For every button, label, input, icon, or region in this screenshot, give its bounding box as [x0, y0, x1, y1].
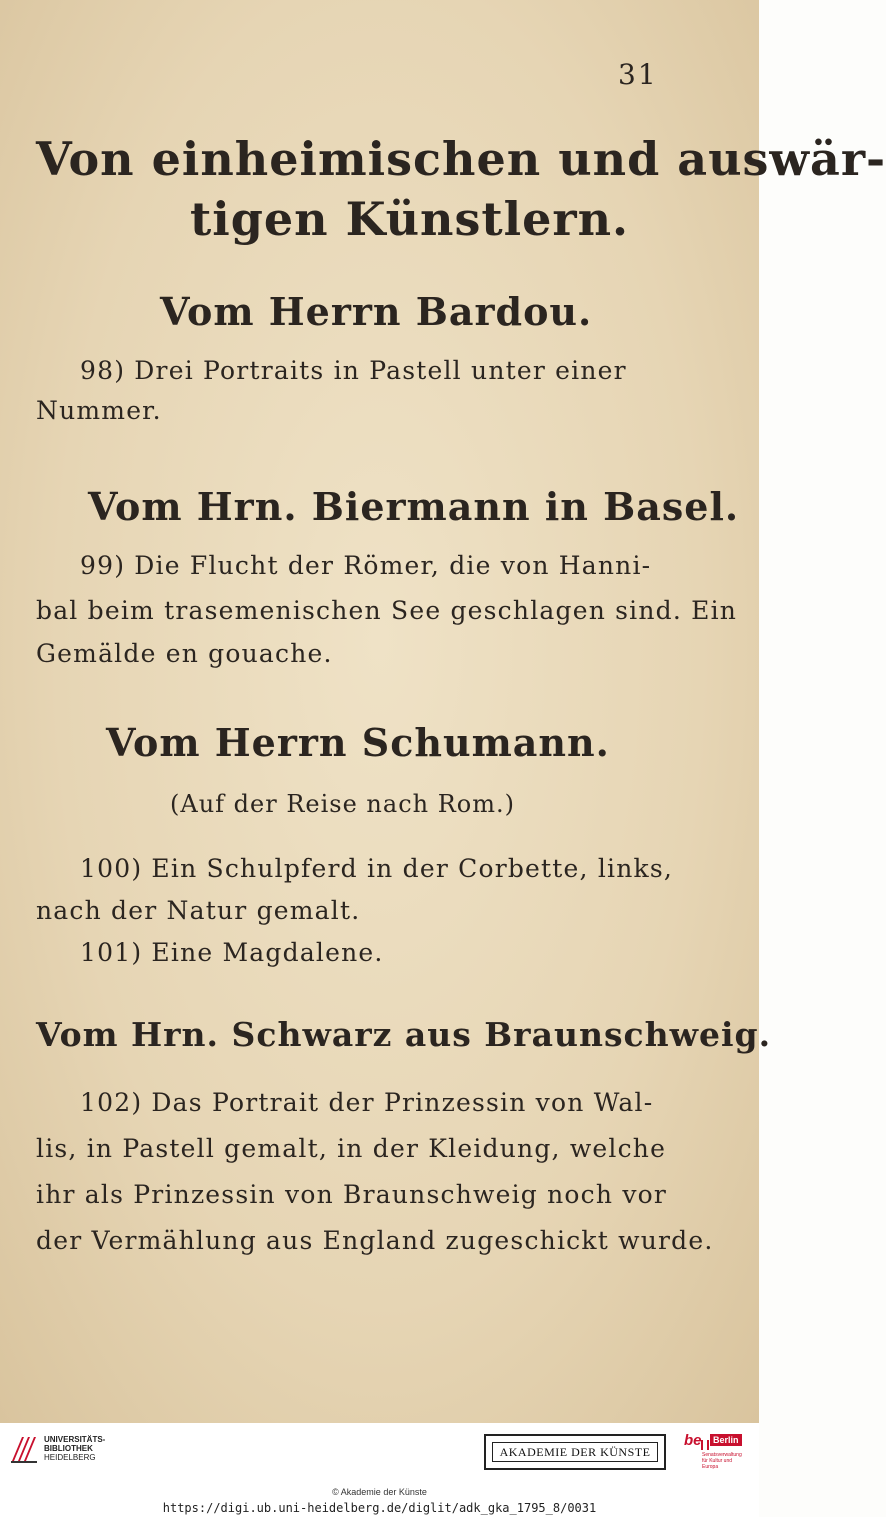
entry-102-line-4: der Vermählung aus England zugeschickt wurde.: [36, 1226, 714, 1255]
entry-98-line-2: Nummer.: [36, 396, 162, 425]
page-number: 31: [618, 58, 658, 91]
be-logo-text: be: [684, 1432, 702, 1449]
entry-102-line-2: lis, in Pastell gemalt, in der Kleidung, welche: [36, 1134, 667, 1163]
senate-text: [702, 1452, 748, 1470]
academy-name: AKADEMIE DER KÜNSTE: [492, 1442, 658, 1462]
entry-99-line-3: Gemälde en gouache.: [36, 639, 333, 668]
entry-100-line-2: nach der Natur gemalt.: [36, 896, 361, 925]
entry-98-line-1: 98) Drei Portraits in Pastell unter einer: [80, 356, 627, 385]
be-berlin-logo[interactable]: [684, 1432, 748, 1476]
copyright-notice: © Akademie der Künste: [332, 1487, 427, 1497]
entry-100-line-1: 100) Ein Schulpferd in der Corbette, links,: [80, 854, 674, 883]
section-heading-schwarz: Vom Hrn. Schwarz aus Braunschweig.: [36, 1015, 772, 1054]
library-name-line-3: HEIDELBERG: [44, 1453, 96, 1462]
university-library-name[interactable]: [44, 1435, 105, 1462]
academy-logo[interactable]: [484, 1434, 666, 1470]
section-subheading-schumann: (Auf der Reise nach Rom.): [170, 790, 515, 818]
library-name-line-2: BIBLIOTHEK: [44, 1444, 93, 1453]
viewer-footer: [0, 1423, 759, 1517]
be-bars-icon: [701, 1440, 709, 1450]
section-heading-schumann: Vom Herrn Schumann.: [106, 720, 610, 765]
section-heading-bardou: Vom Herrn Bardou.: [160, 289, 593, 334]
permalink-url[interactable]: https://digi.ub.uni-heidelberg.de/diglit/adk_gka_1795_8/0031: [162, 1501, 597, 1515]
library-name-line-1: UNIVERSITÄTS-: [44, 1435, 106, 1444]
university-library-logo-icon: [8, 1433, 40, 1465]
page-title-line-2: tigen Künstlern.: [190, 192, 630, 246]
entry-99-line-1: 99) Die Flucht der Römer, die von Hanni-: [80, 551, 652, 580]
entry-102-line-3: ihr als Prinzessin von Braunschweig noch vor: [36, 1180, 668, 1209]
senate-line-2: für Kultur und Europa: [702, 1458, 733, 1470]
senate-line-1: Senatsverwaltung: [702, 1452, 742, 1458]
entry-102-line-1: 102) Das Portrait der Prinzessin von Wal-: [80, 1088, 654, 1117]
berlin-logo-text: Berlin: [710, 1434, 742, 1446]
page-title-line-1: Von einheimischen und auswär-: [36, 132, 886, 186]
entry-99-line-2: bal beim trasemenischen See geschlagen sind. Ein: [36, 596, 738, 625]
entry-101-line-1: 101) Eine Magdalene.: [80, 938, 384, 967]
section-heading-biermann: Vom Hrn. Biermann in Basel.: [88, 484, 740, 529]
